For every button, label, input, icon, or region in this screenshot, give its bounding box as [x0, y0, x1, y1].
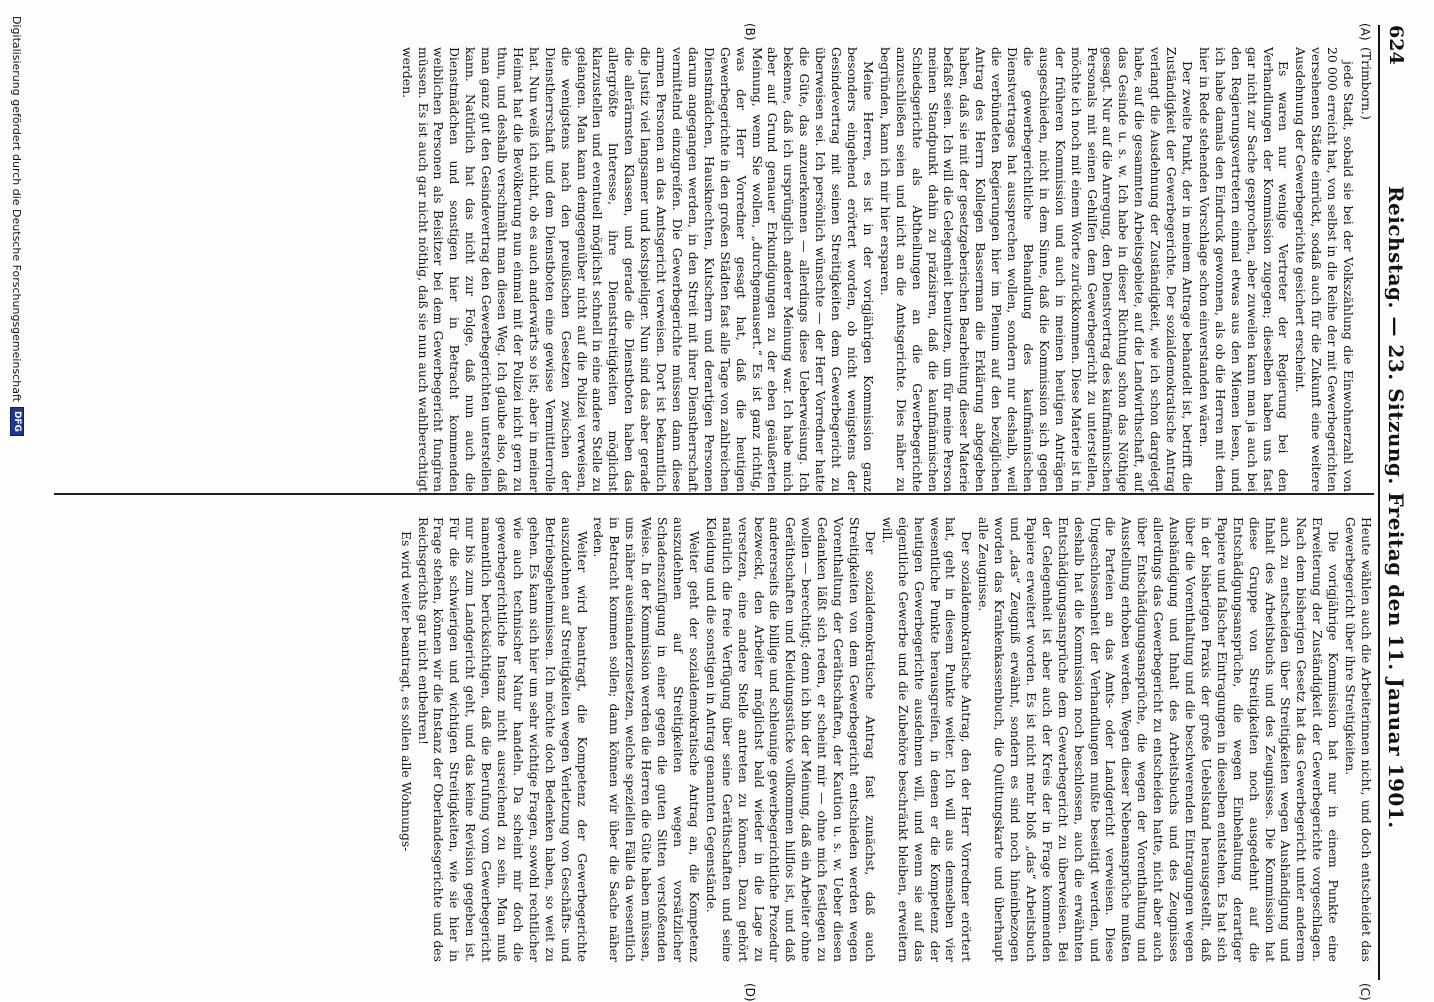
- right-paragraph: Der sozialdemokratische Antrag, den der Herr Vorredner erörtert hat, geht in diesem Punkte weiter. Ich will aus demselben vier wesentliche Punkte herausgreifen, in denen er die Kompetenz der heutigen Gewerbegerichte ausdehnen will, und wenn sie auf das eigentliche Gewerbe und die Zubehöre beschränkt bleiben, erweitern will.: [879, 517, 975, 962]
- left-column: [54, 47, 1374, 492]
- digitization-footer: [10, 16, 24, 436]
- running-head: Reichstag. — 23. Sitzung. Freitag den 11. Januar 1901.: [1384, 185, 1408, 829]
- margin-mark-d: (D): [743, 983, 757, 1002]
- left-paragraph: Meine Herren, es ist in der vorigjährigen Kommission ganz besonders eingehend erörtert worden, ob nicht wenigstens der Gesindevertrag mit seinen Streitigkeiten dem Gewerbegericht zu überweisen sei. Ich persönlich wünschte — der Herr Vorredner hatte die Güte, das anzuerkennen — allerdings diese Ueberweisung. Ich bekenne, daß ich ursprünglich anderer Meinung war. Ich habe mich aber auf Grund genauer Erkundigungen zu der eben geäußerten Meinung, wenn Sie wollen, „durchgemausert.“ Es ist ganz richtig, was der Herr Vorredner gesagt hat, daß die heutigen Gewerbegerichte in den großen Städten fast alle Tage von zahlreichen Dienstmädchen, Hausknechten, Kutschern und derartigen Personen darum angegangen werden, in den Streit mit ihrer Dienstherrschaft vermittelnd einzugreifen. Die Gewerbegerichte müssen dann diese armen Personen an das Amtsgericht verweisen. Dort ist bekanntlich die Justiz viel langsamer und kostspieliger. Nun sind das aber gerade die allerärmsten Klassen, und gerade die Dienstboten haben das allergrößte Interesse, ihre Dienststreitigkeiten möglichst klarzustellen und eventuell möglichst schnell in eine andere Stelle zu gelangen. Man kann demgegenüber nicht auf die Polizei verweisen, die wenigstens nach den preußischen Gesetzen zwischen der Dienstherrschaft und dem Dienstboten eine gewisse Vermittlerrolle hat. Nun weiß ich nicht, ob es auch anderwärts so ist; aber in meiner Heimat hat die Bevölkerung nun einmal mit der Polizei nicht gern zu thun, und deshalb verschmäht man diesen Weg. Ich glaube also, daß man ganz gut den Gesindevertrag den Gewerbegerichten unterstellen kann. Natürlich hat das nicht zur Folge, daß nun auch die Dienstmädchen und sonstigen hier in Betracht kommenden weiblichen Personen als Beisitzer bei dem Gewerbegericht fungiren müssen. Es ist auch gar nicht nöthig, daß sie nun auch wahlberechtigt werden.: [399, 47, 876, 492]
- margin-mark-a: (A): [1358, 23, 1372, 41]
- margin-mark-c: (C): [1358, 983, 1372, 1001]
- left-paragraph: Der zweite Punkt, der in meinem Antrage behandelt ist, betrifft die Zuständigkeit der Gewerbegerichte. Der sozialdemokratische Antrag verlangt die Ausdehnung der Zuständigkeit, wie ich schon dargelegt habe, auf die gesammten Arbeitsgebiete, auf die Landwirthschaft, auf das Gesinde u. s. w. Ich habe in dieser Richtung schon das Nöthige gesagt. Nur auf die Anregung, den Dienstvertrag des kaufmännischen Personals mit seinen Gehilfen dem Gewerbegericht zu unterstellen, möchte ich noch mit einem Worte zurückkommen. Diese Materie ist in der früheren Kommission und auch in meinen heutigen Anträgen ausgeschieden, nicht in dem Sinne, daß die Kommission sich gegen die gewerbegerichtliche Behandlung des kaufmännischen Dienstvertrages hat aussprechen wollen, sondern nur deshalb, weil die verbündeten Regierungen hier im Plenum auf den bezüglichen Antrag des Herrn Kollegen Basserman die Erklärung abgegeben haben, daß sie mit der gesetzgeberischen Bearbeitung dieser Materie befaßt seien. Ich will die Gelegenheit benutzen, um für meine Person meinen Standpunkt dahin zu präzisiren, daß die kaufmännischen Schiedsgerichte als Abtheilungen an die Gewerbegerichte anzuschließen seien und nicht an die Amtsgerichte. Dies näher zu begründen, kann ich mir hier ersparen.: [877, 47, 1196, 492]
- right-paragraph: Die vorigjährige Kommission hat nur in einem Punkte eine Erweiterung der Zuständigkeit der Gewerbegerichte vorgeschlagen. Nach dem bisherigen Gesetz hat das Gewerbegericht unter anderem auch zu entscheiden über Streitigkeiten wegen Aushändigung und Inhalt des Arbeitsbuchs und des Zeugnisses. Die Kommission hat diese Gruppe von Streitigkeiten noch ausgedehnt auf die Entschädigungsansprüche, die wegen Einbehaltung derartiger Papiere und falscher Eintragungen in dieselben entstehen. Es hat sich in der bisherigen Praxis der große Uebelstand herausgestellt, daß über die Vorenthaltung und die beschwerenden Eintragungen wegen Aushändigung und Inhalt des Arbeitsbuchs und des Zeugnisses allerdings das Gewerbegericht zu entscheiden hatte, nicht aber auch über Entschädigungsansprüche, die wegen der Vorenthaltung und Ausstellung erhoben werden. Wegen dieser Nebenansprüche mußten die Parteien an das Amts- oder Landgericht verweisen. Diese Ungeschlossenheit der Verhandlungen mußte beseitigt werden, und deshalb hat die Kommission noch beschlossen, auch die erwähnten Entschädigungsansprüche dem Gewerbegericht zu überweisen. Bei der Gelegenheit ist aber auch der Kreis der in Frage kommenden Papiere erweitert worden. Es ist nicht mehr bloß „das“ Arbeitsbuch und „das“ Zeugniß erwähnt, sondern es sind noch hineinbezogen worden das Krankenkassenbuch, die Quittungskarte und überhaupt alle Zeugnisse.: [976, 517, 1342, 962]
- speaker-label: (Trimborn.): [1359, 47, 1374, 120]
- right-paragraph: Weiter geht der sozialdemokratische Antrag an, die Kompetenz auszudehnen auf Streitigkeiten wegen vorsätzlicher Schadenszufügung in einer gegen die guten Sitten verstoßenden Weise. In der Kommission werden die Herren die Güte haben müssen, uns näher auseinanderzusetzen, welche speziellen Fälle da wesentlich in Betracht kommen sollen; dann können wir über die Sache näher reden.: [591, 517, 702, 962]
- right-paragraph: Es wird weiter beantragt, es sollen alle Wohnungs-: [398, 531, 414, 852]
- right-paragraph: Weiter wird beantragt, die Kompetenz der Gewerbegerichte auszudehnen auf Streitigkeiten wegen Verletzung von Geschäfts- und Betriebsgeheimnissen. Ich möchte doch Bedenken haben, so weit zu gehen. Es kann sich hier um sehr wichtige Fragen, sowohl rechtlicher wie auch technischer Natur handeln. Da scheint mir doch die gewerbegerichtliche Instanz nicht ausreichend zu sein. Man muß namentlich berücksichtigen, daß die Berufung vom Gewerbegericht nur bis zum Landgericht geht, und das keine Revision gegeben ist. Für die schwierigen und wichtigen Streitigkeiten, wie sie hier in Frage stehen, können wir die Instanz der Oberlandesgerichte und des Reichsgerichts gar nicht entbehren!: [415, 517, 590, 962]
- scan-frame: [27, 23, 1412, 1002]
- margin-mark-b: (B): [743, 23, 757, 41]
- left-paragraph: jede Stadt, sobald sie bei der Volkszählung die Einwohnerzahl von 20 000 erreicht hat, von selbst in die Reihe der mit Gewerbegerichten versehenen Städte einrückt, sodaß auch für die Zukunft eine weitere Ausdehnung der Gewerbegerichte gesichert erscheint.: [1293, 47, 1357, 492]
- right-column: [54, 517, 1374, 962]
- right-paragraph: Heute wählen auch die Arbeiterinnen nicht, und doch entscheidet das Gewerbegericht über ihre Streitigkeiten.: [1343, 517, 1374, 962]
- column-divider: [54, 493, 1374, 495]
- page-header: [1378, 25, 1412, 980]
- left-paragraph: Es waren nur wenige Vertreter der Regierung bei den Verhandlungen der Kommission zugegen; dieselben haben uns fast gar nicht zur Sache gesprochen, aber zuweilen kann man ja auch bei den Regierungsvertretern einmal etwas aus den Mienen lesen, und ich habe damals den Eindruck gewonnen, als ob die Herren mit dem hier in Rede stehenden Vorschlage schon einverstanden wären.: [1196, 47, 1292, 492]
- dfg-logo-icon: DFG: [10, 407, 24, 436]
- digitization-text: Digitalisierung gefördert durch die Deutsche Forschungsgemeinschaft: [10, 16, 24, 402]
- page-number: 624: [1385, 25, 1407, 65]
- right-paragraph: Der sozialdemokratische Antrag fast zunächst, daß auch Streitigkeiten von dem Gewerbegericht entschieden werden wegen Vorenthaltung der Geräthschaften, der Kaution u. s. w. Ueber diesen Gedanken läßt sich reden, er scheint mir — ohne mich festlegen zu wollen — berechtigt; denn ich bin der Meinung, daß ein Arbeiter ohne Geräthschaften und Kleidungsstücke vollkommen hilflos ist, und daß andererseits die billige und schleunige gewerbegerichtliche Prozedur bezweckt, den Arbeiter möglichst bald wieder in die Lage zu versetzen, eine andere Stelle antreten zu können. Dazu gehört natürlich die freie Verfügung über seine Geräthschaften und seine Kleidung und die sonstigen in Antrag genannten Gegenstände.: [703, 517, 878, 962]
